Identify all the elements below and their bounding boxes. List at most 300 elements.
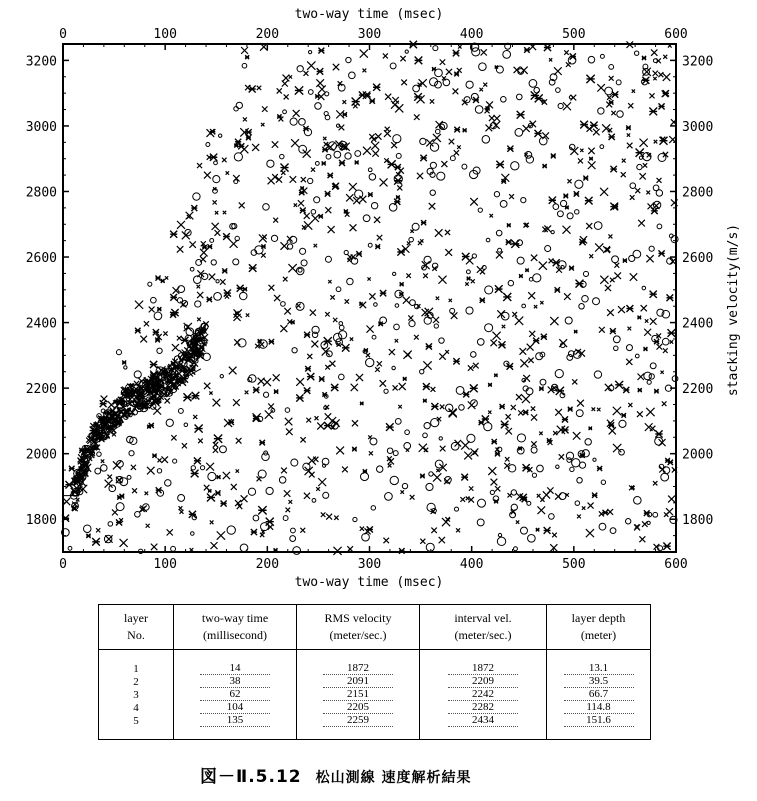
scatter-point-cross — [213, 399, 221, 407]
scatter-point-star — [423, 383, 430, 390]
scatter-point-cross — [209, 391, 212, 394]
scatter-point-circle — [642, 286, 646, 290]
scatter-point-star — [352, 447, 356, 451]
scatter-point-star — [415, 57, 423, 65]
scatter-point-circle — [404, 443, 411, 450]
scatter-point-cross — [494, 115, 501, 122]
scatter-point-cross — [597, 408, 600, 411]
scatter-point-cross — [657, 344, 663, 350]
scatter-point-circle — [292, 348, 297, 353]
scatter-point-cross — [388, 464, 392, 468]
scatter-point-circle — [389, 203, 397, 211]
scatter-point-circle — [311, 209, 316, 214]
scatter-point-cross — [453, 88, 459, 94]
scatter-point-circle — [216, 280, 219, 283]
scatter-point-cross — [613, 444, 621, 452]
scatter-point-cross — [630, 273, 637, 280]
scatter-point-cross — [640, 139, 648, 147]
scatter-point-star — [215, 490, 220, 495]
scatter-point-cross — [325, 312, 329, 316]
scatter-point-cross — [304, 213, 310, 219]
scatter-point-cross — [321, 512, 326, 517]
scatter-point-star — [592, 493, 597, 498]
scatter-point-cross — [627, 133, 630, 136]
scatter-point-circle — [439, 338, 444, 343]
scatter-point-cross — [646, 408, 654, 416]
scatter-point-cross — [635, 188, 640, 193]
scatter-point-star — [65, 481, 73, 489]
scatter-point-circle — [157, 348, 162, 353]
scatter-point-circle — [279, 477, 286, 484]
scatter-point-cross — [435, 229, 443, 237]
scatter-point-circle — [227, 526, 235, 534]
scatter-point-star — [495, 285, 503, 293]
scatter-point-circle — [190, 267, 194, 271]
scatter-point-circle — [570, 467, 574, 471]
scatter-point-circle — [68, 546, 72, 550]
scatter-point-cross — [280, 242, 288, 250]
scatter-point-cross — [257, 86, 261, 90]
scatter-point-star — [473, 97, 479, 103]
scatter-point-circle — [527, 501, 531, 505]
scatter-point-circle — [593, 458, 596, 461]
table-row: 4 104 2205 2282 114.8 — [99, 701, 651, 714]
scatter-point-cross — [670, 340, 673, 343]
scatter-point-cross — [528, 292, 535, 299]
x-tick-label-top: 0 — [59, 27, 67, 42]
scatter-point-star — [533, 338, 539, 344]
scatter-point-circle — [234, 106, 239, 111]
scatter-point-cross — [286, 508, 291, 513]
scatter-point-cross — [395, 339, 398, 342]
scatter-point-cross — [307, 354, 312, 359]
scatter-point-cross — [392, 97, 399, 104]
scatter-point-circle — [498, 248, 502, 252]
scatter-point-cross — [653, 71, 658, 76]
y-tick-label-right: 3000 — [682, 119, 714, 135]
scatter-point-circle — [220, 446, 227, 453]
scatter-point-cross — [505, 457, 509, 461]
scatter-point-circle — [124, 366, 127, 369]
scatter-point-circle — [191, 532, 195, 536]
scatter-point-cross — [506, 428, 512, 434]
scatter-point-star — [654, 339, 659, 344]
scatter-point-circle — [338, 374, 344, 380]
scatter-point-cross — [206, 129, 214, 137]
scatter-point-cross — [649, 93, 654, 98]
scatter-point-star — [597, 466, 602, 471]
scatter-point-cross — [369, 451, 373, 455]
scatter-point-star — [303, 126, 308, 131]
scatter-point-circle — [472, 254, 476, 258]
scatter-point-circle — [496, 230, 502, 236]
scatter-point-circle — [599, 523, 606, 530]
scatter-point-cross — [597, 84, 605, 92]
scatter-point-star — [667, 329, 675, 337]
scatter-point-cross — [172, 344, 179, 351]
scatter-point-star — [325, 191, 331, 197]
scatter-point-cross — [553, 431, 557, 435]
scatter-point-circle — [293, 547, 301, 555]
scatter-point-circle — [263, 392, 268, 397]
scatter-point-cross — [323, 137, 326, 140]
scatter-point-cross — [506, 414, 511, 419]
scatter-point-cross — [350, 337, 353, 340]
scatter-point-cross — [372, 150, 378, 156]
scatter-point-star — [100, 400, 107, 407]
x-tick-label-bottom: 500 — [562, 557, 586, 572]
scatter-point-cross — [307, 61, 315, 69]
scatter-point-cross — [637, 411, 643, 417]
scatter-point-cross — [289, 75, 292, 78]
scatter-point-star — [156, 487, 162, 493]
scatter-point-circle — [426, 543, 434, 551]
scatter-point-cross — [383, 538, 389, 544]
scatter-point-star — [610, 328, 616, 334]
scatter-point-star — [555, 287, 560, 292]
scatter-point-circle — [462, 164, 467, 169]
scatter-point-cross — [96, 528, 100, 532]
scatter-point-cross — [518, 410, 523, 415]
scatter-point-cross — [654, 140, 658, 144]
scatter-point-cross — [445, 350, 449, 354]
scatter-point-star — [307, 373, 314, 380]
scatter-point-star — [511, 240, 519, 248]
scatter-point-star — [519, 274, 523, 278]
scatter-point-cross — [328, 280, 331, 283]
scatter-point-cross — [440, 405, 445, 410]
scatter-point-star — [352, 97, 360, 105]
scatter-point-circle — [471, 352, 477, 358]
scatter-point-star — [394, 199, 400, 205]
scatter-point-cross — [204, 172, 211, 179]
scatter-point-cross — [543, 491, 550, 498]
scatter-point-cross — [294, 203, 297, 206]
scatter-point-circle — [394, 324, 400, 330]
scatter-point-cross — [451, 312, 458, 319]
y-tick-label-right: 2600 — [682, 251, 714, 267]
scatter-point-cross — [366, 353, 370, 357]
scatter-point-cross — [479, 88, 483, 92]
scatter-point-cross — [626, 359, 632, 365]
scatter-point-cross — [531, 414, 537, 420]
scatter-marks — [62, 41, 679, 555]
scatter-point-circle — [459, 405, 465, 411]
y-tick-label-left: 2800 — [25, 185, 57, 201]
scatter-point-circle — [454, 507, 458, 511]
scatter-point-cross — [531, 255, 537, 261]
scatter-point-circle — [336, 287, 341, 292]
scatter-point-star — [654, 389, 658, 393]
header-interval: interval vel. (meter/sec.) — [420, 605, 547, 650]
scatter-point-star — [644, 347, 648, 351]
scatter-point-cross — [586, 529, 594, 537]
scatter-point-cross — [317, 423, 324, 430]
scatter-point-cross — [603, 246, 610, 253]
scatter-point-cross — [144, 321, 149, 326]
scatter-point-cross — [209, 274, 216, 281]
scatter-point-cross — [132, 488, 137, 493]
scatter-point-circle — [605, 87, 613, 95]
scatter-point-cross — [286, 428, 293, 435]
scatter-point-cross — [534, 305, 537, 308]
scatter-point-cross — [549, 58, 552, 61]
scatter-point-circle — [148, 282, 152, 286]
scatter-point-star — [610, 166, 616, 172]
scatter-point-cross — [662, 401, 667, 406]
scatter-point-circle — [195, 301, 201, 307]
scatter-point-circle — [262, 453, 270, 461]
scatter-point-circle — [261, 523, 269, 531]
scatter-point-circle — [266, 487, 273, 494]
scatter-point-star — [243, 287, 247, 291]
scatter-point-star — [551, 154, 556, 159]
scatter-point-cross — [400, 490, 403, 493]
scatter-point-circle — [308, 50, 311, 53]
scatter-point-cross — [177, 246, 183, 252]
scatter-point-cross — [393, 385, 398, 390]
scatter-point-cross — [614, 272, 621, 279]
scatter-point-cross — [151, 544, 158, 551]
scatter-point-cross — [288, 500, 292, 504]
scatter-point-cross — [650, 318, 657, 325]
x-tick-label-bottom: 600 — [664, 557, 688, 572]
scatter-point-cross — [161, 456, 168, 463]
scatter-point-circle — [486, 238, 490, 242]
scatter-point-star — [432, 67, 436, 71]
scatter-point-star — [397, 248, 404, 255]
scatter-point-cross — [528, 358, 533, 363]
scatter-point-cross — [164, 398, 169, 403]
scatter-point-cross — [406, 273, 410, 277]
scatter-point-cross — [580, 149, 583, 152]
scatter-point-circle — [372, 335, 376, 339]
scatter-point-cross — [316, 79, 324, 87]
scatter-point-cross — [353, 104, 357, 108]
figure-number: 図－Ⅱ.5.12 — [200, 767, 302, 787]
scatter-point-cross — [273, 218, 278, 223]
scatter-point-cross — [375, 367, 380, 372]
scatter-point-circle — [540, 379, 546, 385]
scatter-point-star — [92, 538, 100, 546]
scatter-point-cross — [401, 80, 407, 86]
scatter-point-cross — [223, 211, 226, 214]
x-tick-label-bottom: 300 — [357, 557, 382, 572]
y-tick-label-left: 3000 — [25, 119, 57, 135]
scatter-point-circle — [248, 488, 255, 495]
scatter-point-circle — [556, 88, 561, 93]
scatter-point-star — [105, 411, 108, 414]
scatter-point-cross — [146, 524, 150, 528]
scatter-point-star — [541, 334, 547, 340]
scatter-point-cross — [330, 295, 334, 299]
scatter-point-star — [152, 454, 156, 458]
scatter-point-star — [626, 125, 631, 130]
scatter-point-star — [322, 161, 326, 165]
scatter-point-circle — [420, 138, 426, 144]
scatter-point-circle — [291, 459, 298, 466]
scatter-point-star — [569, 266, 574, 271]
scatter-point-cross — [515, 317, 523, 325]
scatter-point-circle — [572, 459, 580, 467]
scatter-point-cross — [550, 317, 558, 325]
scatter-point-circle — [514, 547, 518, 551]
scatter-point-circle — [184, 423, 188, 427]
scatter-point-circle — [649, 246, 654, 251]
scatter-point-star — [195, 424, 203, 432]
scatter-point-circle — [171, 546, 176, 551]
scatter-point-cross — [490, 214, 493, 217]
scatter-point-cross — [246, 313, 249, 316]
scatter-point-cross — [577, 400, 584, 407]
x-axis-title-bottom: two-way time (msec) — [294, 575, 444, 590]
scatter-point-circle — [315, 103, 322, 110]
scatter-point-cross — [628, 103, 633, 108]
scatter-point-cross — [311, 341, 318, 348]
scatter-point-cross — [107, 475, 112, 480]
scatter-point-circle — [490, 490, 494, 494]
scatter-point-cross — [661, 371, 664, 374]
scatter-point-cross — [223, 472, 230, 479]
scatter-point-cross — [537, 494, 541, 498]
scatter-point-star — [86, 534, 90, 538]
scatter-point-cross — [646, 255, 653, 262]
scatter-point-cross — [377, 361, 382, 366]
y-tick-label-left: 2400 — [25, 316, 57, 332]
scatter-point-circle — [376, 466, 382, 472]
scatter-point-circle — [653, 512, 658, 517]
scatter-point-cross — [410, 230, 413, 233]
x-tick-label-top: 600 — [664, 27, 688, 42]
scatter-point-star — [69, 466, 75, 472]
scatter-point-circle — [325, 92, 329, 96]
scatter-point-star — [117, 495, 121, 499]
scatter-point-cross — [656, 58, 661, 63]
scatter-point-star — [355, 161, 359, 165]
scatter-point-cross — [332, 419, 339, 426]
scatter-point-cross — [461, 441, 469, 449]
scatter-point-star — [461, 474, 468, 481]
scatter-point-circle — [484, 423, 492, 431]
scatter-point-circle — [517, 257, 524, 264]
scatter-point-cross — [261, 123, 264, 126]
scatter-point-star — [150, 361, 157, 368]
scatter-point-star — [291, 320, 295, 324]
scatter-point-cross — [105, 480, 113, 488]
scatter-point-circle — [218, 134, 221, 137]
scatter-point-circle — [477, 519, 484, 526]
scatter-point-circle — [560, 200, 566, 206]
scatter-point-cross — [261, 253, 266, 258]
scatter-point-cross — [610, 278, 615, 283]
scatter-point-cross — [465, 282, 468, 285]
scatter-point-cross — [301, 177, 306, 182]
scatter-point-cross — [314, 244, 317, 247]
scatter-point-cross — [333, 64, 339, 70]
scatter-point-circle — [314, 197, 320, 203]
scatter-point-circle — [236, 102, 242, 108]
scatter-point-cross — [398, 405, 402, 409]
scatter-point-cross — [577, 514, 581, 518]
scatter-point-circle — [634, 497, 642, 505]
scatter-point-star — [210, 154, 217, 161]
scatter-point-circle — [369, 174, 376, 181]
scatter-point-star — [549, 197, 556, 204]
scatter-point-cross — [290, 176, 297, 183]
scatter-point-cross — [523, 125, 530, 132]
scatter-point-cross — [600, 276, 608, 284]
scatter-point-cross — [197, 292, 203, 298]
scatter-point-cross — [417, 173, 423, 179]
scatter-point-circle — [600, 145, 604, 149]
scatter-point-cross — [197, 163, 202, 168]
scatter-point-cross — [433, 473, 441, 481]
scatter-point-cross — [514, 67, 520, 73]
table-row: 2 38 2091 2209 39.5 — [99, 675, 651, 688]
scatter-point-cross — [442, 518, 450, 526]
scatter-point-circle — [429, 472, 433, 476]
scatter-point-circle — [526, 388, 533, 395]
scatter-point-cross — [445, 230, 450, 235]
scatter-point-cross — [383, 53, 388, 58]
scatter-point-cross — [638, 220, 645, 227]
scatter-point-circle — [101, 465, 107, 471]
scatter-point-circle — [196, 260, 202, 266]
scatter-point-star — [492, 439, 497, 444]
scatter-point-circle — [325, 115, 330, 120]
x-tick-label-top: 300 — [357, 27, 382, 42]
scatter-point-cross — [269, 285, 275, 291]
scatter-point-cross — [520, 359, 528, 367]
scatter-point-star — [507, 223, 511, 227]
scatter-point-cross — [291, 139, 299, 147]
scatter-point-circle — [567, 354, 573, 360]
scatter-point-circle — [593, 298, 600, 305]
scatter-point-circle — [108, 522, 113, 527]
scatter-point-star — [207, 244, 212, 249]
scatter-point-star — [651, 208, 658, 215]
scatter-point-circle — [613, 336, 620, 343]
scatter-point-star — [343, 112, 347, 116]
scatter-point-cross — [304, 493, 310, 499]
scatter-point-star — [506, 239, 512, 245]
scatter-point-cross — [433, 134, 441, 142]
scatter-point-star — [488, 383, 492, 387]
scatter-point-cross — [325, 413, 332, 420]
scatter-point-cross — [609, 76, 614, 81]
scatter-point-cross — [217, 531, 225, 539]
scatter-point-circle — [95, 468, 101, 474]
scatter-point-cross — [663, 55, 667, 59]
scatter-point-circle — [135, 511, 141, 517]
scatter-point-circle — [430, 162, 436, 168]
y-tick-label-left: 2200 — [25, 382, 57, 398]
scatter-point-cross — [204, 485, 210, 491]
scatter-point-star — [217, 475, 221, 479]
scatter-point-star — [562, 416, 568, 422]
scatter-point-star — [431, 403, 438, 410]
scatter-point-circle — [427, 503, 435, 511]
scatter-point-cross — [599, 327, 605, 333]
scatter-point-star — [507, 146, 513, 152]
scatter-point-cross — [555, 409, 562, 416]
scatter-point-circle — [208, 472, 216, 480]
scatter-point-cross — [328, 226, 335, 233]
scatter-point-cross — [342, 100, 346, 104]
scatter-point-circle — [405, 50, 408, 53]
scatter-point-cross — [311, 168, 315, 172]
scatter-point-star — [626, 305, 633, 312]
